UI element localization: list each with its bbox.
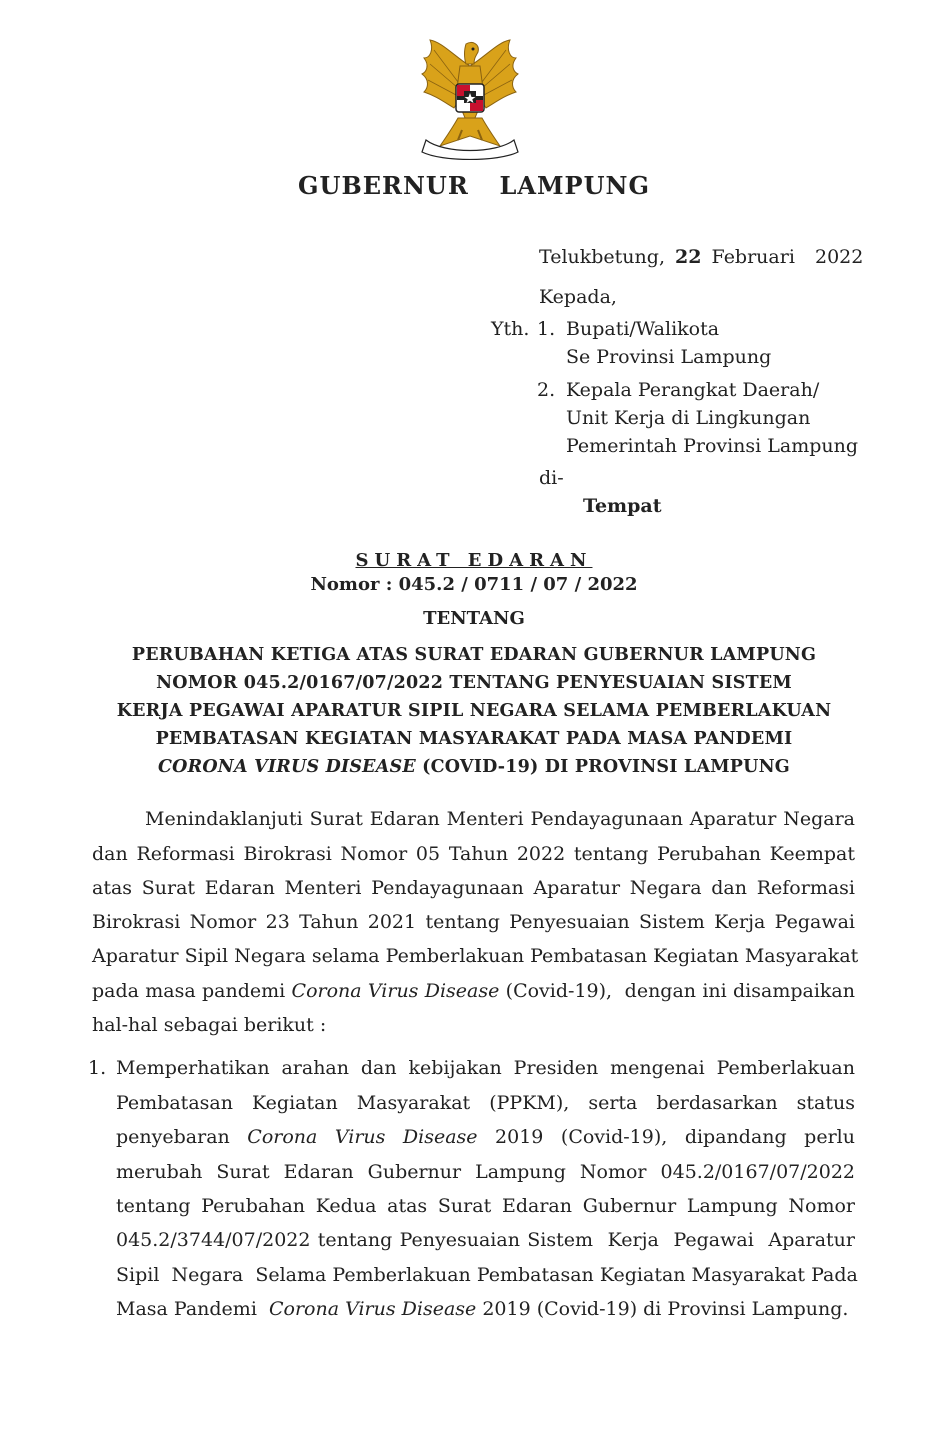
list-item-line: Sipil Negara Selama Pemberlakuan Pembatasan Kegiatan Masyarakat Pada — [116, 1264, 858, 1286]
body-paragraph-line: Birokrasi Nomor 23 Tahun 2021 tentang Penyesuaian Sistem Kerja Pegawai — [92, 911, 855, 933]
text-segment: pada masa pandemi — [92, 980, 292, 1002]
letter-number: Nomor : 045.2 / 0711 / 07 / 2022 — [310, 574, 638, 595]
list-item-line: 045.2/3744/07/2022 tentang Penyesuaian Sistem Kerja Pegawai Aparatur — [116, 1229, 855, 1251]
garuda-emblem-icon — [414, 36, 526, 160]
letter-type-title: SURAT EDARAN — [355, 550, 593, 571]
tempat-label: Tempat — [583, 495, 662, 517]
body-paragraph-line: atas Surat Edaran Menteri Pendayagunaan Aparatur Negara dan Reformasi — [92, 877, 855, 899]
text-segment: 2019 (Covid-19), dipandang perlu — [477, 1126, 855, 1148]
recipient-number-2: 2. — [537, 379, 556, 401]
text-segment: Masa Pandemi — [116, 1298, 269, 1320]
tentang-heading: TENTANG — [423, 608, 525, 629]
recipient-1-line-1: Bupati/Walikota — [566, 318, 720, 340]
subject-italic-text: CORONA VIRUS DISEASE — [158, 757, 416, 777]
body-paragraph-line: Aparatur Sipil Negara selama Pemberlakuan Pembatasan Kegiatan Masyarakat — [92, 945, 859, 967]
subject-line: KERJA PEGAWAI APARATUR SIPIL NEGARA SELAMA PEMBERLAKUAN — [116, 701, 832, 721]
text-segment: penyebaran — [116, 1126, 248, 1148]
italic-text: Corona Virus Disease — [291, 980, 500, 1002]
recipient-2-line-2: Unit Kerja di Lingkungan — [566, 407, 811, 429]
text-segment: (Covid-19), dengan ini disampaikan — [499, 980, 855, 1002]
yth-label: Yth. — [491, 318, 530, 340]
di-label: di- — [539, 467, 564, 489]
kepada-label: Kepada, — [539, 286, 617, 308]
list-item-line — [116, 1126, 855, 1148]
recipient-2-line-3: Pemerintah Provinsi Lampung — [566, 435, 859, 457]
date-place: Telukbetung, — [539, 246, 665, 268]
subject-line: PEMBATASAN KEGIATAN MASYARAKAT PADA MASA PANDEMI — [155, 729, 793, 749]
list-item-line: Memperhatikan arahan dan kebijakan Presiden mengenai Pemberlakuan — [116, 1057, 855, 1079]
subject-line: NOMOR 045.2/0167/07/2022 TENTANG PENYESUAIAN SISTEM — [156, 673, 792, 693]
list-item-line: Pembatasan Kegiatan Masyarakat (PPKM), serta berdasarkan status — [116, 1092, 855, 1114]
italic-text: Corona Virus Disease — [268, 1298, 477, 1320]
date-day: 22 — [675, 246, 702, 268]
italic-text: Corona Virus Disease — [247, 1126, 478, 1148]
body-paragraph-line: Menindaklanjuti Surat Edaran Menteri Pendayagunaan Aparatur Negara — [145, 808, 855, 830]
recipient-1-line-2: Se Provinsi Lampung — [566, 346, 772, 368]
list-item-number: 1. — [88, 1057, 107, 1079]
subject-line: PERUBAHAN KETIGA ATAS SURAT EDARAN GUBERNUR LAMPUNG — [131, 645, 817, 665]
text-segment: 2019 (Covid-19) di Provinsi Lampung. — [476, 1298, 849, 1320]
recipient-2-line-1: Kepala Perangkat Daerah/ — [566, 379, 820, 401]
body-paragraph-line: dan Reformasi Birokrasi Nomor 05 Tahun 2022 tentang Perubahan Keempat — [92, 843, 855, 865]
subject-line — [0, 757, 934, 777]
body-paragraph-line: hal-hal sebagai berikut : — [92, 1014, 327, 1036]
letter-date — [539, 246, 863, 268]
list-item-line: tentang Perubahan Kedua atas Surat Edaran Gubernur Lampung Nomor — [116, 1195, 855, 1217]
page-title: GUBERNUR LAMPUNG — [298, 171, 650, 200]
recipient-number-1: 1. — [537, 318, 556, 340]
body-paragraph-line — [92, 980, 855, 1002]
date-month-year: Februari 2022 — [711, 246, 864, 268]
list-item-line — [116, 1298, 855, 1320]
list-item-line: merubah Surat Edaran Gubernur Lampung Nomor 045.2/0167/07/2022 — [116, 1161, 855, 1183]
subject-rest-text: (COVID-19) DI PROVINSI LAMPUNG — [415, 757, 790, 777]
